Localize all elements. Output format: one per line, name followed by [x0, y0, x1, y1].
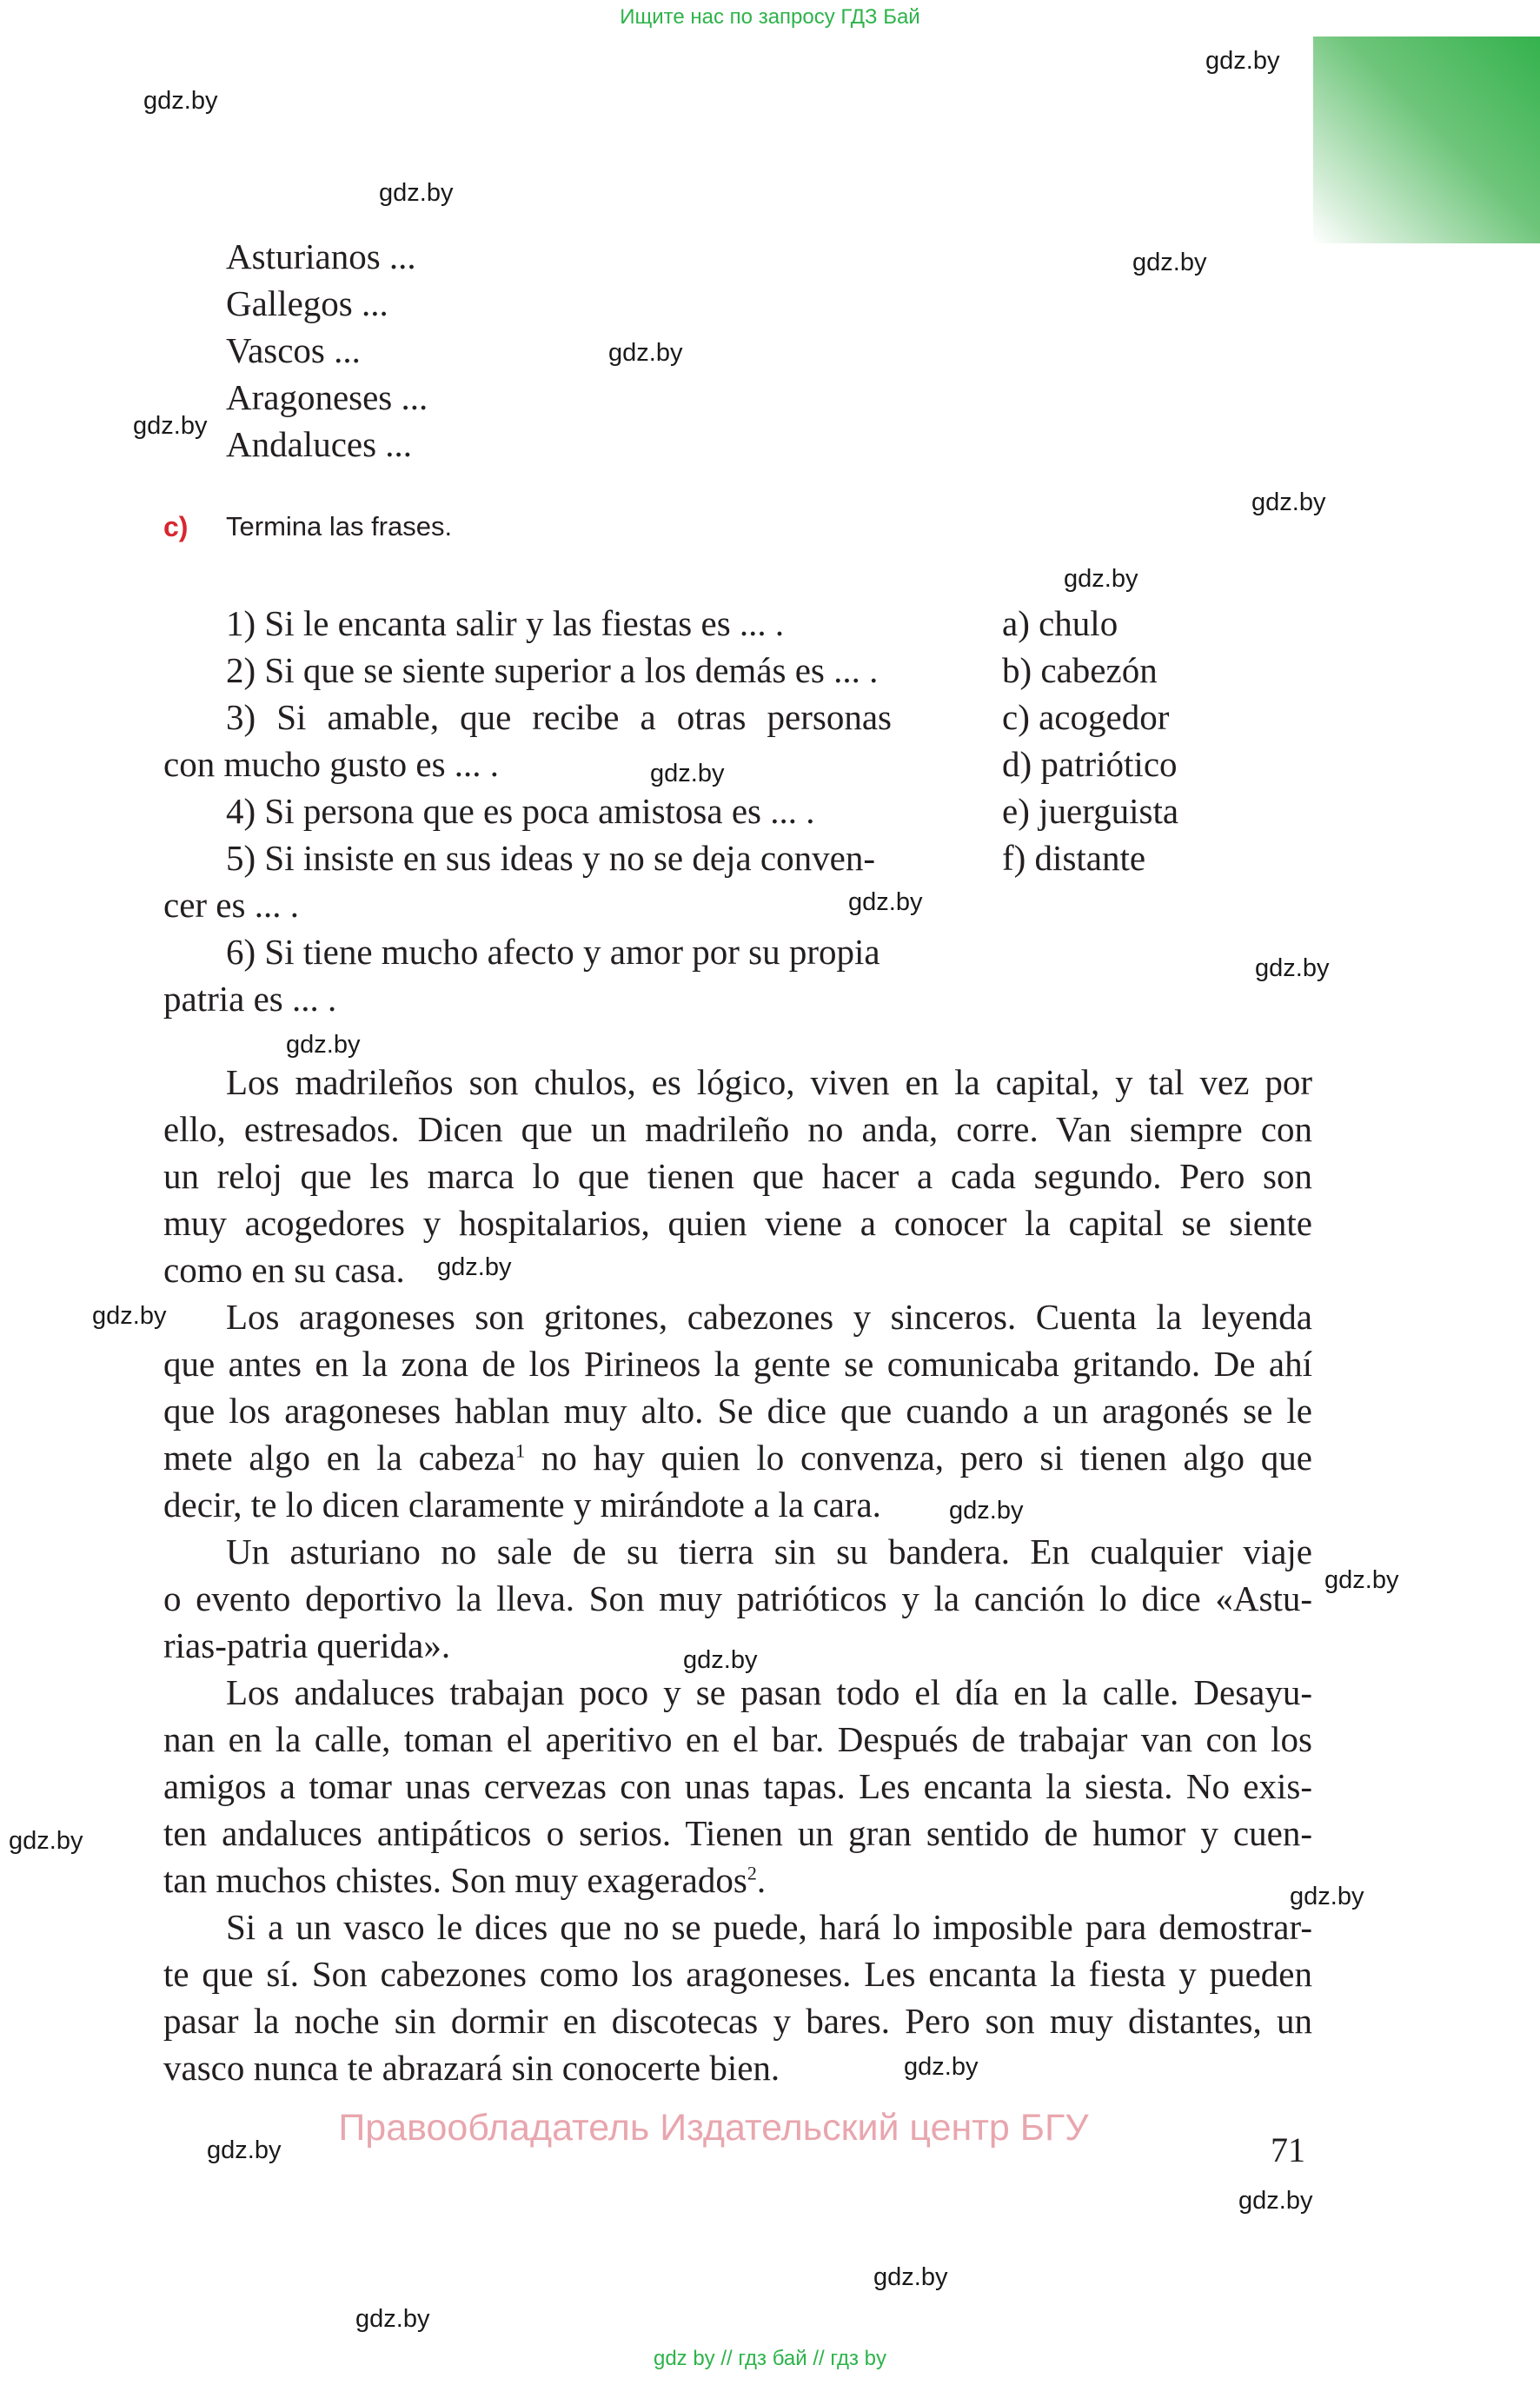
- paragraph-line: como en su casa.: [163, 1250, 405, 1290]
- paragraph-line: te que sí. Son cabezones como los aragoneses. Les encanta la fiesta y pueden: [163, 1954, 1312, 1994]
- top-banner[interactable]: Ищите нас по запросу ГДЗ Бай: [620, 5, 920, 29]
- option-item: b) cabezón: [1002, 650, 1158, 690]
- sentence-line: cer es ... .: [163, 885, 299, 925]
- paragraph-line: decir, te lo dicen claramente y mirándote a la cara.: [163, 1485, 881, 1525]
- paragraph-line: que los aragoneses hablan muy alto. Se dice que cuando a un aragonés se le: [163, 1391, 1312, 1431]
- paragraph-line: Los andaluces trabajan poco y se pasan todo el día en la calle. Desayu-: [226, 1672, 1312, 1712]
- watermark: gdz.by: [92, 1302, 167, 1330]
- watermark: gdz.by: [379, 179, 454, 207]
- line-part: no hay quien lo convenza, pero si tienen algo que: [525, 1438, 1312, 1478]
- option-item: d) patriótico: [1002, 744, 1178, 784]
- watermark: gdz.by: [1255, 954, 1330, 982]
- paragraph-andalucia: [163, 1669, 1312, 1903]
- paragraph-line: que antes en la zona de los Pirineos la gente se comunicaba gritando. De ahí: [163, 1344, 1312, 1384]
- paragraph-line: nan en la calle, toman el aperitivo en el bar. Después de trabajar van con los: [163, 1719, 1312, 1759]
- paragraph-aragon: [163, 1293, 1312, 1528]
- paragraph-line: o evento deportivo la lleva. Son muy patrióticos y la canción lo dice «Astu-: [163, 1578, 1312, 1618]
- paragraph-asturias: [163, 1528, 1312, 1669]
- watermark: gdz.by: [9, 1827, 83, 1855]
- paragraph-line: muy acogedores y hospitalarios, quien viene a conocer la capital se siente: [163, 1203, 1312, 1243]
- paragraph-vasco: [163, 1903, 1312, 2091]
- watermark: gdz.by: [207, 2136, 282, 2164]
- sentence-line: 1) Si le encanta salir y las fiestas es ... .: [226, 603, 785, 643]
- paragraph-line: Los aragoneses son gritones, cabezones y sinceros. Cuenta la leyenda: [226, 1297, 1312, 1337]
- sentence-line: 6) Si tiene mucho afecto y amor por su propia: [226, 932, 880, 972]
- watermark: gdz.by: [133, 412, 208, 440]
- line-part: mete algo en la cabeza: [163, 1438, 516, 1478]
- paragraph-line: ello, estresados. Dicen que un madrileño no anda, corre. Van siempre con: [163, 1109, 1312, 1149]
- watermark: gdz.by: [683, 1646, 758, 1674]
- sentence-line: 5) Si insiste en sus ideas y no se deja conven-: [226, 838, 875, 878]
- paragraph-line: Si a un vasco le dices que no se puede, hará lo imposible para demostrar-: [226, 1907, 1312, 1947]
- corner-decoration: [1313, 37, 1540, 243]
- paragraph-line: Un asturiano no sale de su tierra sin su bandera. En cualquier viaje: [226, 1531, 1312, 1571]
- region-item: Gallegos ...: [226, 283, 388, 323]
- watermark: gdz.by: [1205, 47, 1280, 75]
- watermark: gdz.by: [848, 888, 923, 916]
- watermark: gdz.by: [1251, 488, 1326, 516]
- paragraph-line: vasco nunca te abrazará sin conocerte bien.: [163, 2048, 780, 2088]
- region-item: Aragoneses ...: [226, 377, 428, 417]
- copyright-text: Правообладатель Издательский центр БГУ: [338, 2107, 1089, 2149]
- footnote-ref: 1: [515, 1439, 526, 1462]
- watermark: gdz.by: [355, 2305, 430, 2333]
- paragraph-line: [163, 1434, 1312, 1481]
- paragraph-line: un reloj que les marca lo que tienen que hacer a cada segundo. Pero son: [163, 1156, 1312, 1196]
- line-part: tan muchos chistes. Son muy exagerados: [163, 1860, 747, 1900]
- exercise-label: c): [163, 511, 189, 542]
- sentence-line: 4) Si persona que es poca amistosa es ... .: [226, 791, 815, 831]
- option-item: e) juerguista: [1002, 791, 1179, 831]
- watermark: gdz.by: [873, 2263, 948, 2291]
- region-item: Vascos ...: [226, 330, 361, 370]
- watermark: gdz.by: [1238, 2187, 1313, 2215]
- sentence-line: 2) Si que se siente superior a los demás es ... .: [226, 650, 879, 690]
- watermark: gdz.by: [904, 2053, 979, 2081]
- line-part: .: [756, 1860, 767, 1900]
- exercise-instruction: Termina las frases.: [226, 511, 453, 541]
- paragraph-line: Los madrileños son chulos, es lógico, viven en la capital, y tal vez por: [226, 1062, 1312, 1102]
- paragraph-line: ten andaluces antipáticos o serios. Tienen un gran sentido de humor y cuen-: [163, 1813, 1312, 1853]
- watermark: gdz.by: [949, 1497, 1024, 1525]
- sentence-line: patria es ... .: [163, 979, 337, 1019]
- region-item: Andaluces ...: [226, 424, 413, 464]
- page-number: 71: [1271, 2130, 1305, 2169]
- watermark: gdz.by: [608, 339, 683, 367]
- watermark: gdz.by: [1324, 1566, 1399, 1594]
- paragraph-line: [163, 1857, 1312, 1903]
- watermark: gdz.by: [650, 760, 725, 787]
- watermark: gdz.by: [437, 1253, 512, 1281]
- option-item: a) chulo: [1002, 603, 1118, 643]
- sentence-line: 3) Si amable, que recibe a otras personas: [226, 697, 892, 737]
- watermark: gdz.by: [1132, 249, 1207, 276]
- bottom-links[interactable]: gdz by // гдз бай // гдз by: [653, 2347, 887, 2370]
- region-item: Asturianos ...: [226, 236, 416, 276]
- watermark: gdz.by: [1064, 565, 1138, 593]
- watermark: gdz.by: [143, 87, 218, 115]
- watermark: gdz.by: [1290, 1883, 1364, 1910]
- paragraph-line: amigos a tomar unas cervezas con unas tapas. Les encanta la siesta. No exis-: [163, 1766, 1312, 1806]
- footnote-ref: 2: [747, 1862, 757, 1884]
- copyright-owner: [0, 2107, 1540, 2149]
- option-item: c) acogedor: [1002, 697, 1170, 737]
- region-list: [226, 233, 428, 468]
- sentence-line: con mucho gusto es ... .: [163, 744, 500, 784]
- paragraph-line: pasar la noche sin dormir en discotecas y bares. Pero son muy distantes, un: [163, 2001, 1312, 2041]
- option-item: f) distante: [1002, 838, 1146, 878]
- paragraph-madrid: [163, 1059, 1312, 1293]
- paragraph-line: rias-patria querida».: [163, 1625, 451, 1665]
- watermark: gdz.by: [286, 1031, 361, 1059]
